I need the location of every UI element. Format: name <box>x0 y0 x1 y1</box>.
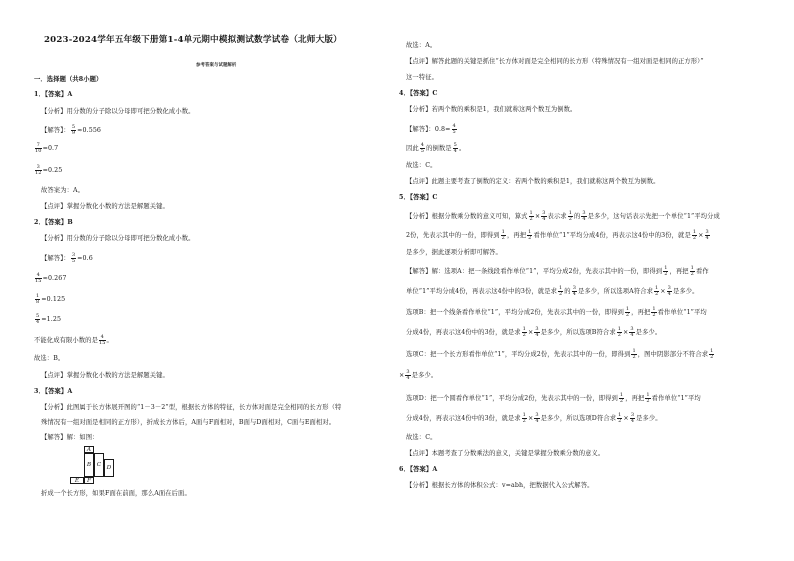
q5-analysis-1: 【分析】根据分数乘分数的意义可知，算式 $\frac{1}{2}$ × $\frac{3}{4}$ 表示求 $\frac{1}{2}$ 的 $\frac{3}{4}$ 是多少，这句话表示先把一个单位“1”平均分成 <box>406 210 720 223</box>
net-face-a: A <box>84 446 94 453</box>
q2-conclusion: 故选：B。 <box>34 355 65 362</box>
q1-step-3: $\frac{3}{12}$ =0.25 <box>35 164 63 177</box>
q4-conclusion: 故选：C。 <box>406 162 437 169</box>
q5-option-c-1: 选项C：把一个长方形看作单位“1”，平均分成2份，先表示其中的一份，即得到 $\frac{1}{2}$ ，图中阴影部分不符合求 $\frac{1}{2}$ <box>406 348 714 361</box>
q6-analysis: 【分析】根据长方体的体积公式：v=abh，把数据代入公式解答。 <box>406 482 594 489</box>
q2-step-4: $\frac{5}{4}$ =1.25 <box>36 313 62 326</box>
q3-solution: 【解答】解：如图： <box>41 434 99 441</box>
q4-solution: 【解答】：0.8= $\frac{4}{5}$ <box>406 123 456 136</box>
q3-comment-1: 【点评】解答此题的关键是抓住“长方体对面是完全相同的长方形（特殊情况有一组对面是相同的正方形）” <box>406 58 704 65</box>
q2-conclusion-line: 不能化成有限小数的是 $\frac{4}{15}$ 。 <box>34 334 113 347</box>
q5-option-a-2: 单位“1”平均分成4份，再表示这4份中的3份，就是求 $\frac{1}{2}$ 的 $\frac{3}{4}$ 是多少，所以选项A符合求 $\frac{1}{2}$ × $\frac{3}{4}$ 是多少。 <box>406 285 699 298</box>
q2-solution: 【解答】： $\frac{3}{5}$ =0.6 <box>41 252 93 265</box>
net-face-d: D <box>104 459 114 477</box>
q2-step-3: $\frac{1}{8}$ =0.125 <box>36 293 66 306</box>
q6-answer: 6．【答案】A <box>399 466 438 473</box>
q3-analysis-1: 【分析】此图属于长方体展开图的“1－3－2”型，根据长方体的特征，长方体对面是完全相同的长方形（特 <box>41 404 342 411</box>
q3-conclusion: 折成一个长方形，如果F面在前面，那么A面在后面。 <box>41 490 191 497</box>
q5-option-c-2: × $\frac{3}{4}$ 是多少。 <box>399 369 438 382</box>
net-face-e: E <box>70 477 84 484</box>
q5-option-d-2: 分成4份，再表示这4份中的3份，就是求 $\frac{1}{2}$ × $\frac{3}{4}$ 是多少，所以选项D符合求 $\frac{1}{2}$ × $\frac{3}{4}$ 是多少。 <box>406 412 662 425</box>
q5-analysis-3: 是多少，据此逐项分析即可解答。 <box>406 249 502 256</box>
q1-conclusion: 故答案为：A。 <box>41 187 85 194</box>
q4-reciprocal: 因此 $\frac{4}{5}$ 的倒数是 $\frac{5}{4}$ 。 <box>406 142 466 155</box>
section-heading: 一．选择题（共8小题） <box>34 76 103 83</box>
q5-option-a-1: 【解答】解：选项A：把一条线段看作单位“1”，平均分成2份，先表示其中的一份，即得到 $\frac{1}{2}$ ，再把 $\frac{1}{2}$ 看作 <box>406 265 709 278</box>
q4-comment: 【点评】此题主要考查了倒数的定义：若两个数的乘积是1，我们就称这两个数互为倒数。 <box>406 178 660 185</box>
net-face-f: F <box>84 477 94 484</box>
q5-comment: 【点评】本题考查了分数乘法的意义，关键是掌握分数乘分数的意义。 <box>406 450 605 457</box>
net-face-c: C <box>94 453 104 477</box>
cuboid-net-figure <box>70 446 140 486</box>
q5-option-b-1: 选项B：把一个线条看作单位“1”，平均分成2份，先表示其中的一份，即得到 $\frac{1}{2}$ ，再把 $\frac{1}{2}$ 看作单位“1”平均 <box>406 306 707 319</box>
q2-analysis: 【分析】用分数的分子除以分母即可把分数化成小数。 <box>41 235 195 242</box>
q3-analysis-2: 殊情况有一组对面是相同的正方形），折成长方体后，A面与F面相对，B面与D面相对，C面与E面相对。 <box>41 419 336 426</box>
q2-step-2: $\frac{4}{15}$ ≈0.267 <box>35 272 67 285</box>
q3-comment-2: 这一特征。 <box>406 74 438 81</box>
net-face-b: B <box>84 453 94 477</box>
q1-analysis: 【分析】用分数的分子除以分母即可把分数化成小数。 <box>41 108 195 115</box>
q5-answer: 5．【答案】C <box>399 194 438 201</box>
q2-comment: 【点评】掌握分数化小数的方法是解题关键。 <box>41 372 169 379</box>
q3-answer: 3．【答案】A <box>34 388 73 395</box>
q2-answer: 2．【答案】B <box>34 219 73 226</box>
q5-option-d-1: 选项D：把一个圆看作单位“1”，平均分成2份，先表示其中的一份，即得到 $\frac{1}{2}$ ，再把 $\frac{1}{2}$ 看作单位“1”平均 <box>406 392 701 405</box>
page-title: 2023-2024学年五年级下册第1-4单元期中模拟测试数学试卷（北师大版） <box>44 35 342 45</box>
q1-comment: 【点评】掌握分数化小数的方法是解题关键。 <box>41 203 169 210</box>
q5-conclusion: 故选：C。 <box>406 434 437 441</box>
q1-answer: 1．【答案】A <box>34 91 73 98</box>
q4-answer: 4．【答案】C <box>399 90 438 97</box>
q5-option-b-2: 分成4份，再表示这4份中的3份，就是求 $\frac{1}{2}$ × $\frac{3}{4}$ 是多少，所以选项B符合求 $\frac{1}{2}$ × $\frac{3}{4}$ 是多少。 <box>406 326 662 339</box>
q3-choice: 故选：A。 <box>406 42 437 49</box>
page-subtitle: 参考答案与试题解析 <box>196 63 237 68</box>
q4-analysis: 【分析】若两个数的乘积是1，我们就称这两个数互为倒数。 <box>406 106 577 113</box>
q1-step-2: $\frac{7}{10}$ =0.7 <box>35 142 59 155</box>
q1-solution: 【解答】： $\frac{5}{9}$ ≈0.556 <box>41 124 102 137</box>
q5-analysis-2: 2份，先表示其中的一份，即得到 $\frac{1}{2}$ ，再把 $\frac{1}{2}$ 看作单位“1”平均分成4份，再表示这4份中的3份，就是 $\frac{1}{2}$ × $\frac{3}{4}$ <box>406 229 709 242</box>
